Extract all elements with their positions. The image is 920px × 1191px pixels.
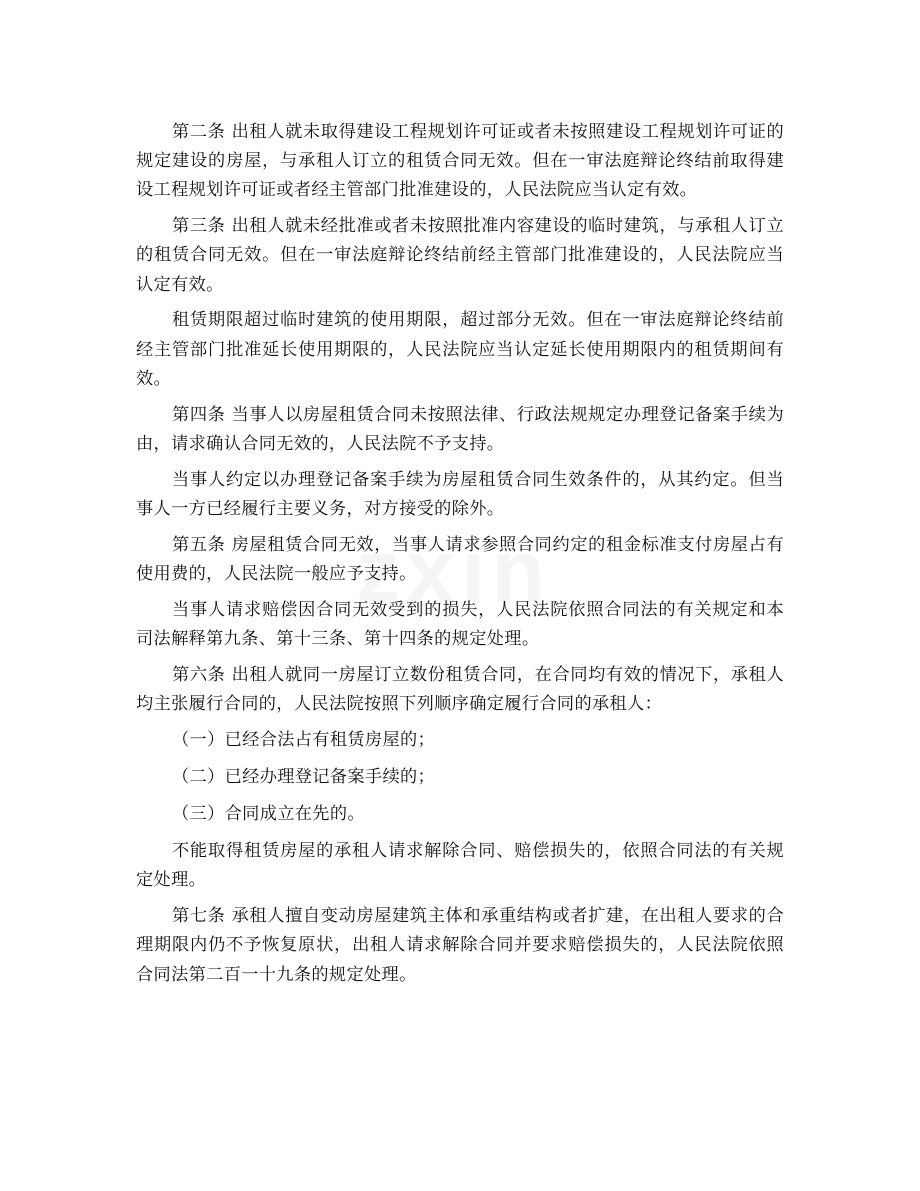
article-4-paragraph-2: 当事人约定以办理登记备案手续为房屋租赁合同生效条件的，从其约定。但当事人一方已经履行主要义务，对方接受的除外。 — [136, 469, 784, 519]
article-5-paragraph-2: 当事人请求赔偿因合同无效受到的损失，人民法院依照合同法的有关规定和本司法解释第九条、第十三条、第十四条的规定处理。 — [136, 599, 784, 649]
article-6-item-3: （三）合同成立在先的。 — [172, 804, 365, 825]
article-5-paragraph: 第五条 房屋租赁合同无效，当事人请求参照合同约定的租金标准支付房屋占有使用费的，人民法院一般应予支持。 — [136, 534, 784, 584]
document-body — [136, 118, 784, 996]
article-6-item-2: （二）已经办理登记备案手续的； — [172, 766, 436, 787]
article-6-paragraph-2: 不能取得租赁房屋的承租人请求解除合同、赔偿损失的，依照合同法的有关规定处理。 — [136, 841, 784, 891]
article-6-item-1: （一）已经合法占有租赁房屋的； — [172, 729, 436, 750]
article-2-paragraph: 第二条 出租人就未取得建设工程规划许可证或者未按照建设工程规划许可证的规定建设的房屋，与承租人订立的租赁合同无效。但在一审法庭辩论终结前取得建设工程规划许可证或者经主管部门批准建设的，人民法院应当认定有效。 — [136, 122, 784, 201]
article-3-paragraph: 第三条 出租人就未经批准或者未按照批准内容建设的临时建筑，与承租人订立的租赁合同无效。但在一审法庭辩论终结前经主管部门批准建设的，人民法院应当认定有效。 — [136, 216, 784, 295]
article-6-paragraph: 第六条 出租人就同一房屋订立数份租赁合同，在合同均有效的情况下，承租人均主张履行合同的，人民法院按照下列顺序确定履行合同的承租人： — [136, 664, 784, 714]
article-7-paragraph: 第七条 承租人擅自变动房屋建筑主体和承重结构或者扩建，在出租人要求的合理期限内仍不予恢复原状，出租人请求解除合同并要求赔偿损失的，人民法院依照合同法第二百一十九条的规定处理。 — [136, 906, 784, 985]
article-3-paragraph-2: 租赁期限超过临时建筑的使用期限，超过部分无效。但在一审法庭辩论终结前经主管部门批准延长使用期限的，人民法院应当认定延长使用期限内的租赁期间有效。 — [136, 310, 784, 389]
article-4-paragraph: 第四条 当事人以房屋租赁合同未按照法律、行政法规规定办理登记备案手续为由，请求确认合同无效的，人民法院不予支持。 — [136, 404, 784, 454]
